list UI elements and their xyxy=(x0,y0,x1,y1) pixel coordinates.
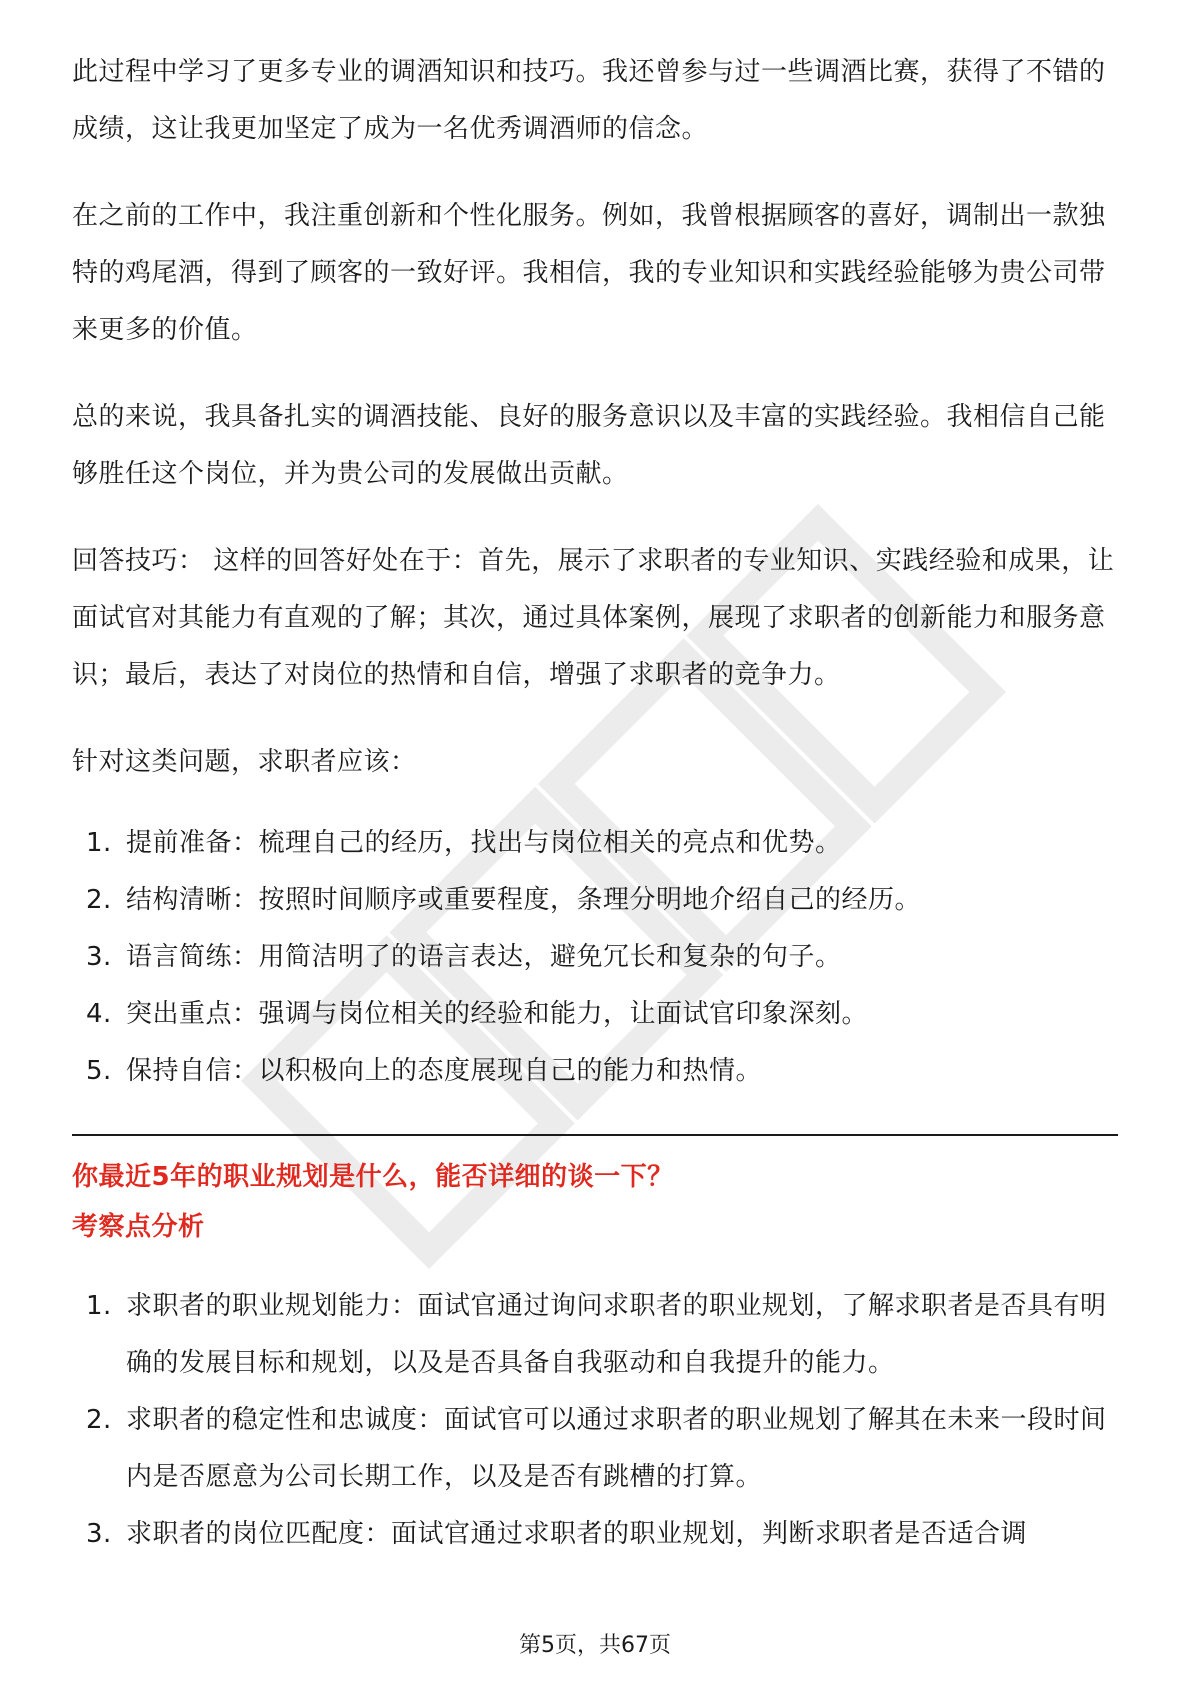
paragraph-innovation: 在之前的工作中，我注重创新和个性化服务。例如，我曾根据顾客的喜好，调制出一款独特的鸡尾酒，得到了顾客的一致好评。我相信，我的专业知识和实践经验能够为贵公司带来更多的价值。 xyxy=(72,201,1106,345)
list-text: 提前准备：梳理自己的经历，找出与岗位相关的亮点和优势。 xyxy=(126,828,842,858)
paragraph-experience: 此过程中学习了更多专业的调酒知识和技巧。我还曾参与过一些调酒比赛，获得了不错的成绩，这让我更加坚定了成为一名优秀调酒师的信念。 xyxy=(72,57,1106,144)
list-number: 2. xyxy=(86,1405,112,1435)
list-number: 3. xyxy=(86,1519,112,1549)
list-text: 保持自信：以积极向上的态度展现自己的能力和热情。 xyxy=(126,1056,763,1086)
list-number: 1. xyxy=(86,1291,112,1321)
list-item xyxy=(72,815,1118,872)
list-number: 3. xyxy=(86,942,112,972)
list-text: 求职者的稳定性和忠诚度：面试官可以通过求职者的职业规划了解其在未来一段时间内是否愿意为公司长期工作，以及是否有跳槽的打算。 xyxy=(126,1405,1107,1492)
list-number: 4. xyxy=(86,999,112,1029)
list-number: 1. xyxy=(86,828,112,858)
list-text: 语言简练：用简洁明了的语言表达，避免冗长和复杂的句子。 xyxy=(126,942,842,972)
advice-list xyxy=(72,815,1118,1100)
paragraph-answer-tips: 回答技巧： 这样的回答好处在于：首先，展示了求职者的专业知识、实践经验和成果，让面试官对其能力有直观的了解；其次，通过具体案例，展现了求职者的创新能力和服务意识；最后，表达了对岗位的热情和自信，增强了求职者的竞争力。 xyxy=(72,546,1115,690)
list-number: 2. xyxy=(86,885,112,915)
list-item xyxy=(72,929,1118,986)
question-subtitle: 考察点分析 xyxy=(72,1212,205,1242)
analysis-list xyxy=(72,1278,1118,1563)
list-item xyxy=(72,986,1118,1043)
page-footer: 第5页，共67页 xyxy=(519,1633,671,1658)
list-item xyxy=(72,1043,1118,1100)
list-item xyxy=(72,1392,1118,1506)
section-divider xyxy=(72,1134,1118,1136)
paragraph-advice-intro: 针对这类问题，求职者应该： xyxy=(72,747,417,777)
list-item xyxy=(72,1506,1118,1563)
list-text: 求职者的职业规划能力：面试官通过询问求职者的职业规划，了解求职者是否具有明确的发展目标和规划，以及是否具备自我驱动和自我提升的能力。 xyxy=(126,1291,1107,1378)
question-title: 你最近5年的职业规划是什么，能否详细的谈一下？ xyxy=(72,1162,674,1192)
list-item xyxy=(72,1278,1118,1392)
document-page xyxy=(72,44,1118,1563)
list-item xyxy=(72,872,1118,929)
list-text: 突出重点：强调与岗位相关的经验和能力，让面试官印象深刻。 xyxy=(126,999,869,1029)
list-text: 求职者的岗位匹配度：面试官通过求职者的职业规划，判断求职者是否适合调 xyxy=(126,1519,1028,1549)
list-number: 5. xyxy=(86,1056,112,1086)
paragraph-summary: 总的来说，我具备扎实的调酒技能、良好的服务意识以及丰富的实践经验。我相信自己能够胜任这个岗位，并为贵公司的发展做出贡献。 xyxy=(72,402,1106,489)
list-text: 结构清晰：按照时间顺序或重要程度，条理分明地介绍自己的经历。 xyxy=(126,885,922,915)
